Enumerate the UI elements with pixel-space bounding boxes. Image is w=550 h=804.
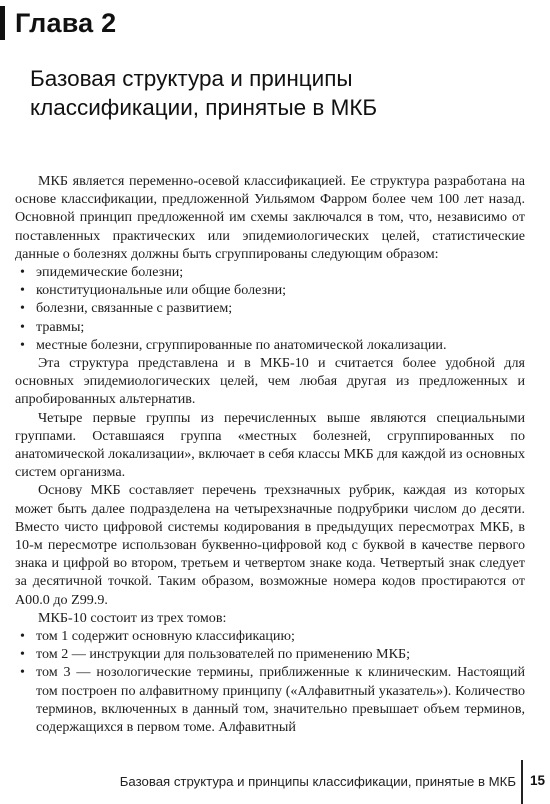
body-text: [15, 172, 525, 736]
running-footer-title: Базовая структура и принципы классификации, принятые в МКБ: [119, 774, 516, 789]
list-item: • том 1 содержит основную классификацию;: [15, 627, 525, 645]
list-item: • эпидемические болезни;: [15, 263, 525, 281]
list-item: • травмы;: [15, 318, 525, 336]
list-item: • том 2 — инструкции для пользователей по применению МКБ;: [15, 645, 525, 663]
paragraph-structure: Эта структура представлена и в МКБ-10 и считается более удобной для основных эпидемиологических целей, чем любая другая из предложенных и апробированных альтернатив.: [15, 355, 525, 408]
list-item: • том 3 — нозологические термины, приближенные к клиническим. Настоящий том построен по алфавитному принципу («Алфавитный указатель»). Количество терминов, включенных в данный том, значительно превышает объем терминов, содержащихся в первом томе. Алфавитный: [15, 663, 525, 736]
paragraph-volumes-intro: МКБ-10 состоит из трех томов:: [38, 609, 227, 626]
section-title: [30, 64, 510, 122]
list-item: • болезни, связанные с развитием;: [15, 299, 525, 317]
footer-divider: [521, 760, 523, 804]
paragraph-intro: МКБ является переменно-осевой классификацией. Ее структура разработана на основе классификации, предложенной Уильямом Фарром более чем 100 лет назад. Основной принцип предложенной им схемы заключался в том, что, независимо от поставленных практических или эпидемиологических целей, статистические данные о болезнях должны быть сгруппированы следующим образом:: [15, 173, 525, 262]
list-item: • конституциональные или общие болезни;: [15, 281, 525, 299]
disease-groups-list: [15, 263, 525, 354]
paragraph-special-groups: Четыре первые группы из перечисленных выше являются специальными группами. Оставшаяся группа «местных болезней, сгруппированных по анатомической локализации», включает в себя классы МКБ для каждой из основных систем организма.: [15, 409, 525, 481]
section-title-line-2: классификации, принятые в МКБ: [30, 95, 378, 120]
page-number: 15: [530, 773, 546, 788]
paragraph-rubrics: Основу МКБ составляет перечень трехзначных рубрик, каждая из которых может быть далее подразделена на четырехзначные подрубрики числом до десяти. Вместо чисто цифровой системы кодирования в предыдущих пересмотрах МКБ, в 10-м пересмотре использован буквенно-цифровой код с буквой в качестве первого знака и цифрой во втором, третьем и четвертом знаке кода. Четвертый знак следует за десятичной точкой. Таким образом, возможные номера кодов простираются от А00.0 до Z99.9.: [15, 482, 525, 608]
list-item: • местные болезни, сгруппированные по анатомической локализации.: [15, 336, 525, 354]
chapter-label: Глава 2: [15, 8, 117, 38]
volumes-list: [15, 627, 525, 736]
chapter-heading: [0, 6, 220, 40]
section-title-line-1: Базовая структура и принципы: [30, 66, 353, 91]
